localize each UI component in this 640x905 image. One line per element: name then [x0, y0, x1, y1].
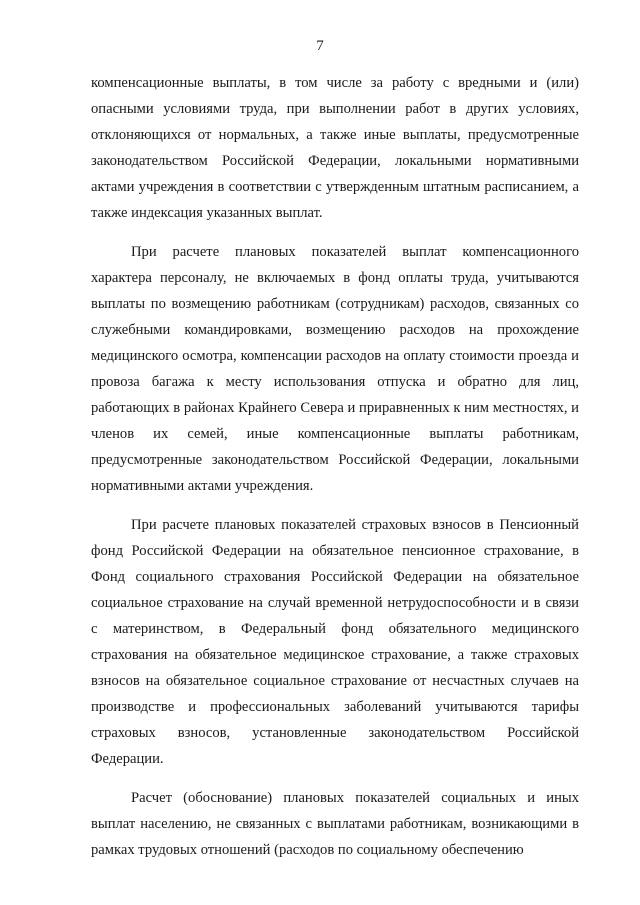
paragraph-compensation-payments: компенсационные выплаты, в том числе за работу с вредными и (или) опасными условиями труда, при выполнении работ в других условиях, отклоняющихся от нормальных, а также иные выплаты, предусмотренные законодательством Российской Федерации, локальными нормативными актами учреждения в соответствии с утвержденным штатным расписанием, а также индексация указанных выплат. — [91, 75, 579, 221]
paragraph-social-payments: Расчет (обоснование) плановых показателей социальных и иных выплат населению, не связанных с выплатами работникам, возникающими в рамках трудовых отношений (расходов по социальному обеспечению — [91, 790, 579, 858]
document-body — [91, 70, 579, 863]
page-number: 7 — [316, 38, 324, 54]
paragraph-insurance-contributions: При расчете плановых показателей страховых взносов в Пенсионный фонд Российской Федерации на обязательное пенсионное страхование, в Фонд социального страхования Российской Федерации на обязательное социальное страхование на случай временной нетрудоспособности и в связи с материнством, в Федеральный фонд обязательного медицинского страхования на обязательное медицинское страхование, а также страховых взносов на обязательное социальное страхование от несчастных случаев на производстве и профессиональных заболеваний учитываются тарифы страховых взносов, установленные законодательством Российской Федерации. — [91, 517, 579, 767]
paragraph-compensation-outside-payroll: При расчете плановых показателей выплат компенсационного характера персоналу, не включаемых в фонд оплаты труда, учитываются выплаты по возмещению работникам (сотрудникам) расходов, связанных со служебными командировками, возмещению расходов на прохождение медицинского осмотра, компенсации расходов на оплату стоимости проезда и провоза багажа к месту использования отпуска и обратно для лиц, работающих в районах Крайнего Севера и приравненных к ним местностях, и членов их семей, иные компенсационные выплаты работникам, предусмотренные законодательством Российской Федерации, локальными нормативными актами учреждения. — [91, 244, 579, 494]
